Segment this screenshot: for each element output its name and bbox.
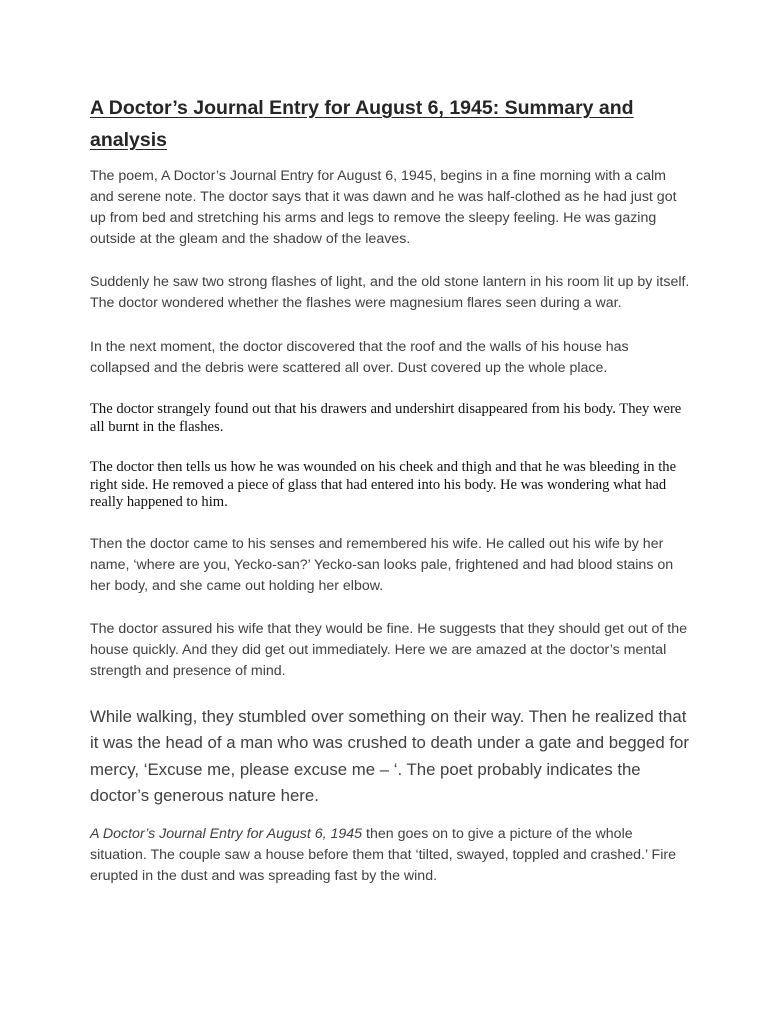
paragraph-wife: Then the doctor came to his senses and remembered his wife. He called out his wife by her name, ‘where are you, Yecko-san?’ Yecko-san looks pale, frightened and had blood stains on her body, and she came out holding her elbow. [90,535,674,594]
paragraph-clothes-burnt: The doctor strangely found out that his drawers and undershirt disappeared from his body. They were all burnt in the flashes. [90,401,682,435]
paragraph-escape: The doctor assured his wife that they would be fine. He suggests that they should get out of the house quickly. And they did get out immediately. Here we are amazed at the doctor’s mental strength and presence of mind. [90,620,688,679]
paragraph-walking: While walking, they stumbled over something on their way. Then he realized that it was the head of a man who was crushed to death under a gate and begged for mercy, ‘Excuse me, please excuse me – ‘. The poet probably indicates the doctor’s generous nature here. [90,706,689,805]
paragraph-situation [90,824,690,887]
page-title: A Doctor’s Journal Entry for August 6, 1945: Summary and analysis [90,97,634,151]
poem-title-italic: A Doctor’s Journal Entry for August 6, 1945 [90,825,363,842]
document-body [90,92,690,906]
paragraph-situation-text: then goes on to give a picture of the whole situation. The couple saw a house before them that ‘tilted, swayed, toppled and crashed.’ Fire erupted in the dust and was spreading fast by the wind. [90,825,676,884]
paragraph-collapse: In the next moment, the doctor discovered that the roof and the walls of his house has collapsed and the debris were scattered all over. Dust covered up the whole place. [90,339,629,376]
paragraph-opening: The poem, A Doctor’s Journal Entry for August 6, 1945, begins in a fine morning with a calm and serene note. The doctor says that it was dawn and he was half-clothed as he had just got up from bed and stretching his arms and legs to remove the sleepy feeling. He was gazing outside at the gleam and the shadow of the leaves. [90,168,677,247]
paragraph-flashes: Suddenly he saw two strong flashes of light, and the old stone lantern in his room lit up by itself. The doctor wondered whether the flashes were magnesium flares seen during a war. [90,274,690,311]
paragraph-wounds: The doctor then tells us how he was wounded on his cheek and thigh and that he was bleeding in the right side. He removed a piece of glass that had entered into his body. He was wondering what had really happened to him. [90,459,677,510]
